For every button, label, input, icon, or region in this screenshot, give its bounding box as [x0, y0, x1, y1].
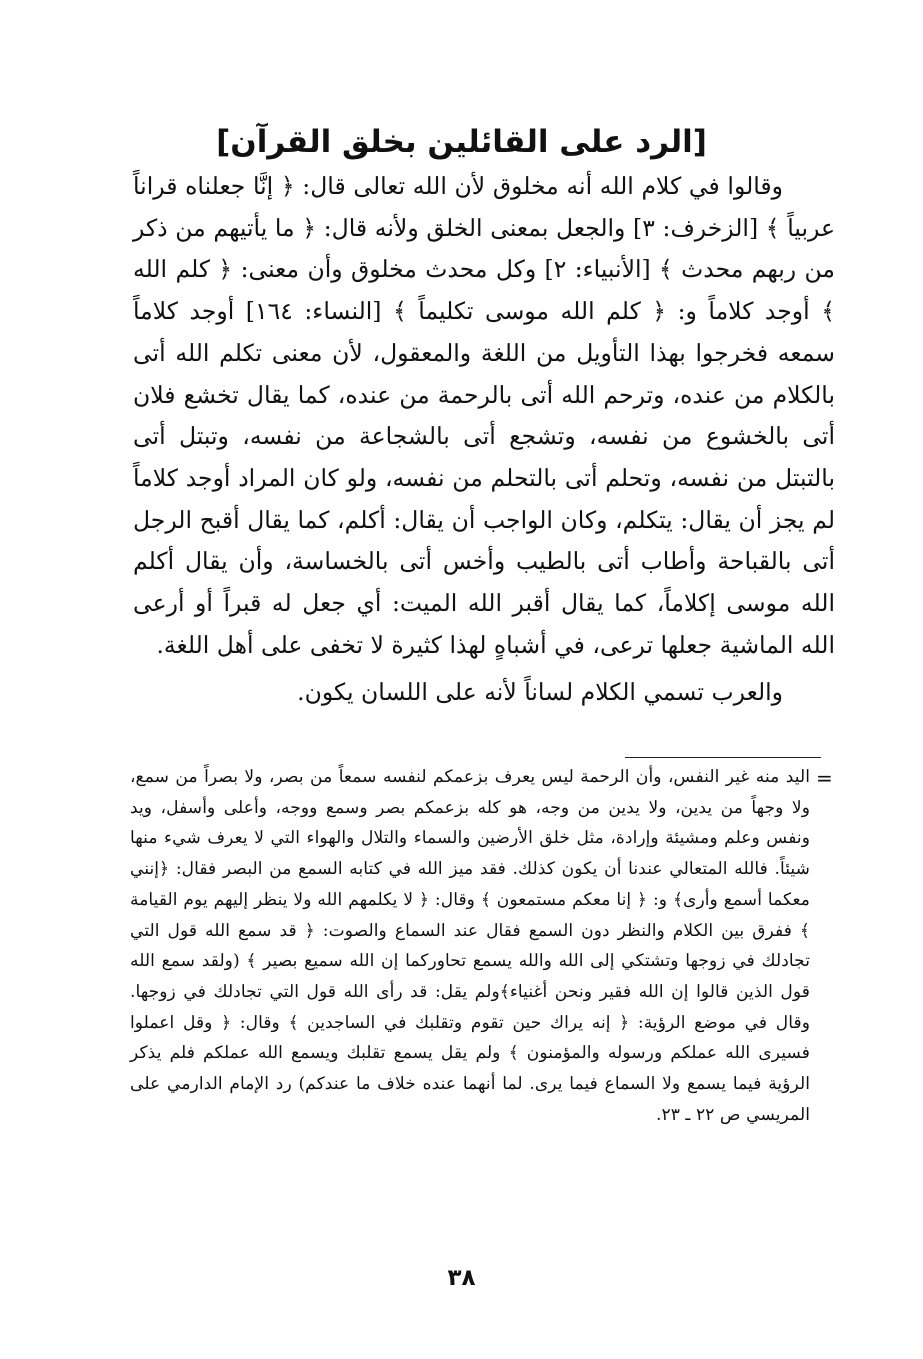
footnote-continuation-mark: =	[816, 766, 833, 790]
main-paragraph-1: وقالوا في كلام الله أنه مخلوق لأن الله تعالى قال: ﴿ إنَّا جعلناه قراناً عربياً ﴾ [الزخرف: ٣] والجعل بمعنى الخلق ولأنه قال: ﴿ ما يأتيهم من ذكر من ربهم محدث ﴾ [الأنبياء: ٢] وكل محدث مخلوق وأن معنى: ﴿ كلم الله ﴾ أوجد كلاماً و: ﴿ كلم الله موسى تكليماً ﴾ [النساء: ١٦٤] أوجد كلاماً سمعه فخرجوا بهذا التأويل من اللغة والمعقول، لأن معنى تكلم الله أتى بالكلام من عنده، وترحم الله أتى بالرحمة من عنده، كما يقال تخشع فلان أتى بالخشوع من نفسه، وتشجع أتى بالشجاعة من نفسه، وتبتل أتى بالتبتل من نفسه، وتحلم أتى بالتحلم من نفسه، ولو كان المراد أوجد كلاماً لم يجز أن يقال: يتكلم، وكان الواجب أن يقال: أكلم، كما يقال أقبح الرجل أتى بالقباحة وأطاب أتى بالطيب وأخس أتى بالخساسة، وأن يقال أكلم الله موسى إكلاماً، كما يقال أقبر الله الميت: أي جعل له قبراً أو أرعى الله الماشية جعلها ترعى، في أشباهٍ لهذا كثيرة لا تخفى على أهل اللغة.	[133, 172, 835, 659]
section-title: [الرد على القائلين بخلق القرآن]	[216, 124, 707, 160]
footnote	[130, 762, 810, 1130]
main-text	[133, 166, 835, 714]
page-number: ٣٨	[447, 1265, 476, 1291]
footnote-separator	[625, 757, 821, 758]
footnote-text: اليد منه غير النفس، وأن الرحمة ليس يعرف بزعمكم لنفسه سمعاً من بصر، ولا بصراً من سمع، ولا وجهاً من يدين، ولا يدين من وجه، هو كله بزعمكم بصر وسمع ووجه، وأعلى وأسفل، ويد ونفس وعلم ومشيئة وإرادة، مثل خلق الأرضين والسماء والتلال والهواء التي لا يعرف شيء منها شيئاً. فالله المتعالي عندنا أن يكون كذلك. فقد ميز الله في كتابه السمع من البصر فقال: ﴿إنني معكما أسمع وأرى﴾ و: ﴿ إنا معكم مستمعون ﴾ وقال: ﴿ لا يكلمهم الله ولا ينظر إليهم يوم القيامة ﴾ ففرق بين الكلام والنظر دون السمع فقال عند السماع والصوت: ﴿ قد سمع الله قول التي تجادلك في زوجها وتشتكي إلى الله والله يسمع تحاوركما إن الله سميع بصير ﴾ (ولقد سمع الله قول الذين قالوا إن الله فقير ونحن أغنياء﴾ولم يقل: قد رأى الله قول التي تجادلك في زوجها. وقال في موضع الرؤية: ﴿ إنه يراك حين تقوم وتقلبك في الساجدين ﴾ وقال: ﴿ وقل اعملوا فسيرى الله عملكم ورسوله والمؤمنون ﴾ ولم يقل يسمع تقلبك ويسمع الله عملكم فلم يذكر الرؤية فيما يسمع ولا السماع فيما يرى. لما أنهما عنده خلاف ما عندكم) رد الإمام الدارمي على المريسي ص ٢٢ ـ ٢٣.	[130, 767, 810, 1125]
main-paragraph-2: والعرب تسمي الكلام لساناً لأنه على اللسان يكون.	[297, 678, 783, 707]
